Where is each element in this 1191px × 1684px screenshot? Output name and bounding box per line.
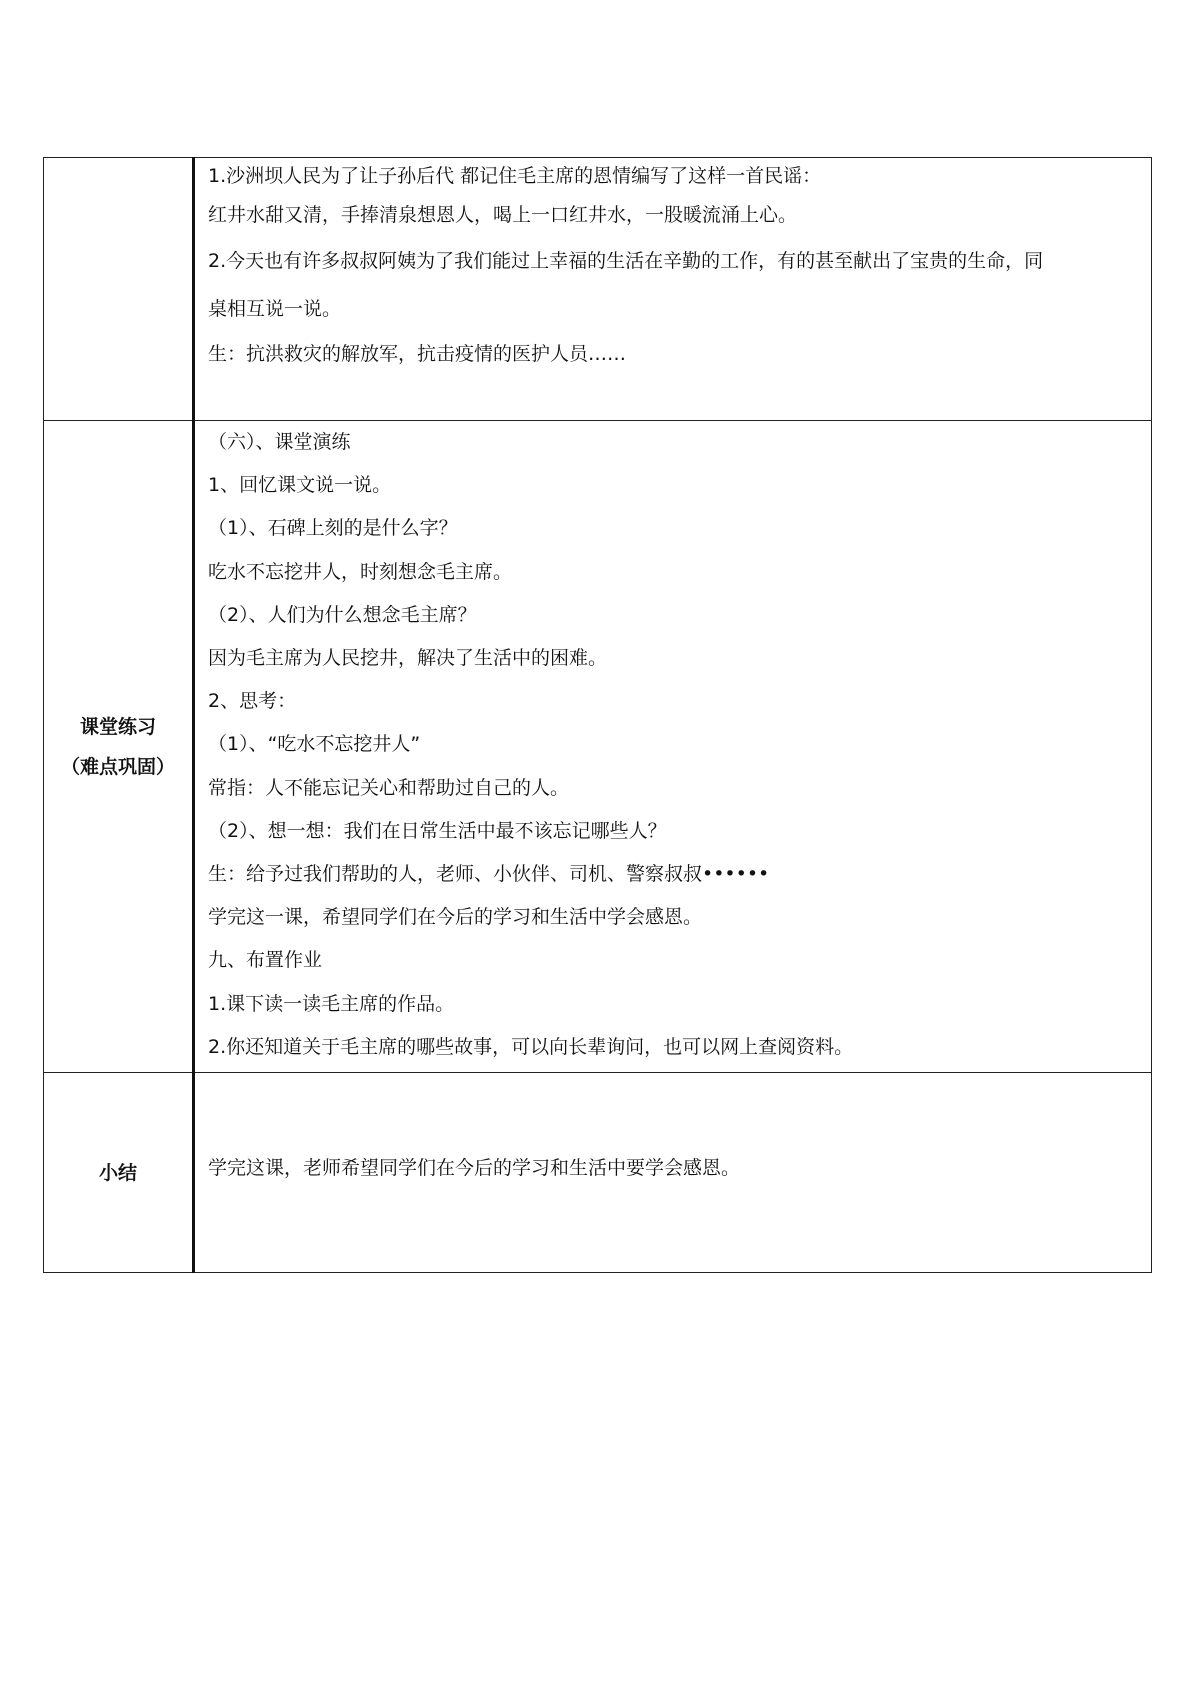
table-row <box>44 158 1152 421</box>
content-line: 2.你还知道关于毛主席的哪些故事，可以向长辈询问，也可以网上查阅资料。 <box>208 1035 854 1058</box>
row-label-line2: （难点巩固） <box>60 755 175 778</box>
content-line: （2）、人们为什么想念毛主席？ <box>208 603 477 626</box>
content-cell <box>194 421 1152 1073</box>
lesson-plan-table <box>43 157 1152 1273</box>
content-line: （1）、石碑上刻的是什么字？ <box>208 517 458 540</box>
content-cell <box>194 158 1152 421</box>
table-row <box>44 421 1152 1073</box>
summary-text: 学完这课，老师希望同学们在今后的学习和生活中要学会感恩。 <box>208 1156 741 1179</box>
content-line: 2、思考： <box>208 690 297 713</box>
row-label-summary <box>44 1073 194 1273</box>
content-line: （六）、课堂演练 <box>208 431 351 453</box>
row-label-practice <box>44 421 194 1073</box>
table-row <box>44 1073 1152 1273</box>
content-line: 1.沙洲坝人民为了让子孙后代 都记住毛主席的恩情编写了这样一首民谣： <box>208 165 822 187</box>
content-line: （2）、想一想：我们在日常生活中最不该忘记哪些人？ <box>208 819 667 842</box>
content-line: 1、回忆课文说一说。 <box>208 474 392 497</box>
row-label-empty <box>44 158 194 421</box>
row-label-line1: 课堂练习 <box>79 715 156 738</box>
content-line: 因为毛主席为人民挖井，解决了生活中的困难。 <box>208 647 608 670</box>
content-line: （1）、“吃水不忘挖井人” <box>208 733 421 756</box>
content-line: 1.课下读一读毛主席的作品。 <box>208 992 455 1015</box>
content-line: 常指：人不能忘记关心和帮助过自己的人。 <box>208 776 570 799</box>
row-label-text: 小结 <box>98 1161 137 1184</box>
content-line: 学完这一课，希望同学们在今后的学习和生活中学会感恩。 <box>208 906 703 929</box>
content-line: 红井水甜又清，手捧清泉想恩人，喝上一口红井水，一股暖流涌上心。 <box>208 204 798 226</box>
content-line: 生：给予过我们帮助的人，老师、小伙伴、司机、警察叔叔•••••• <box>208 863 770 886</box>
content-line: 生：抗洪救灾的解放军，抗击疫情的医护人员…… <box>208 343 627 365</box>
content-line: 2.今天也有许多叔叔阿姨为了我们能过上幸福的生活在辛勤的工作，有的甚至献出了宝贵的生命，同 <box>208 250 1044 272</box>
content-line: 桌相互说一说。 <box>208 298 342 320</box>
content-line: 吃水不忘挖井人，时刻想念毛主席。 <box>208 560 513 583</box>
content-line: 九、布置作业 <box>208 949 323 972</box>
content-cell <box>194 1073 1152 1273</box>
